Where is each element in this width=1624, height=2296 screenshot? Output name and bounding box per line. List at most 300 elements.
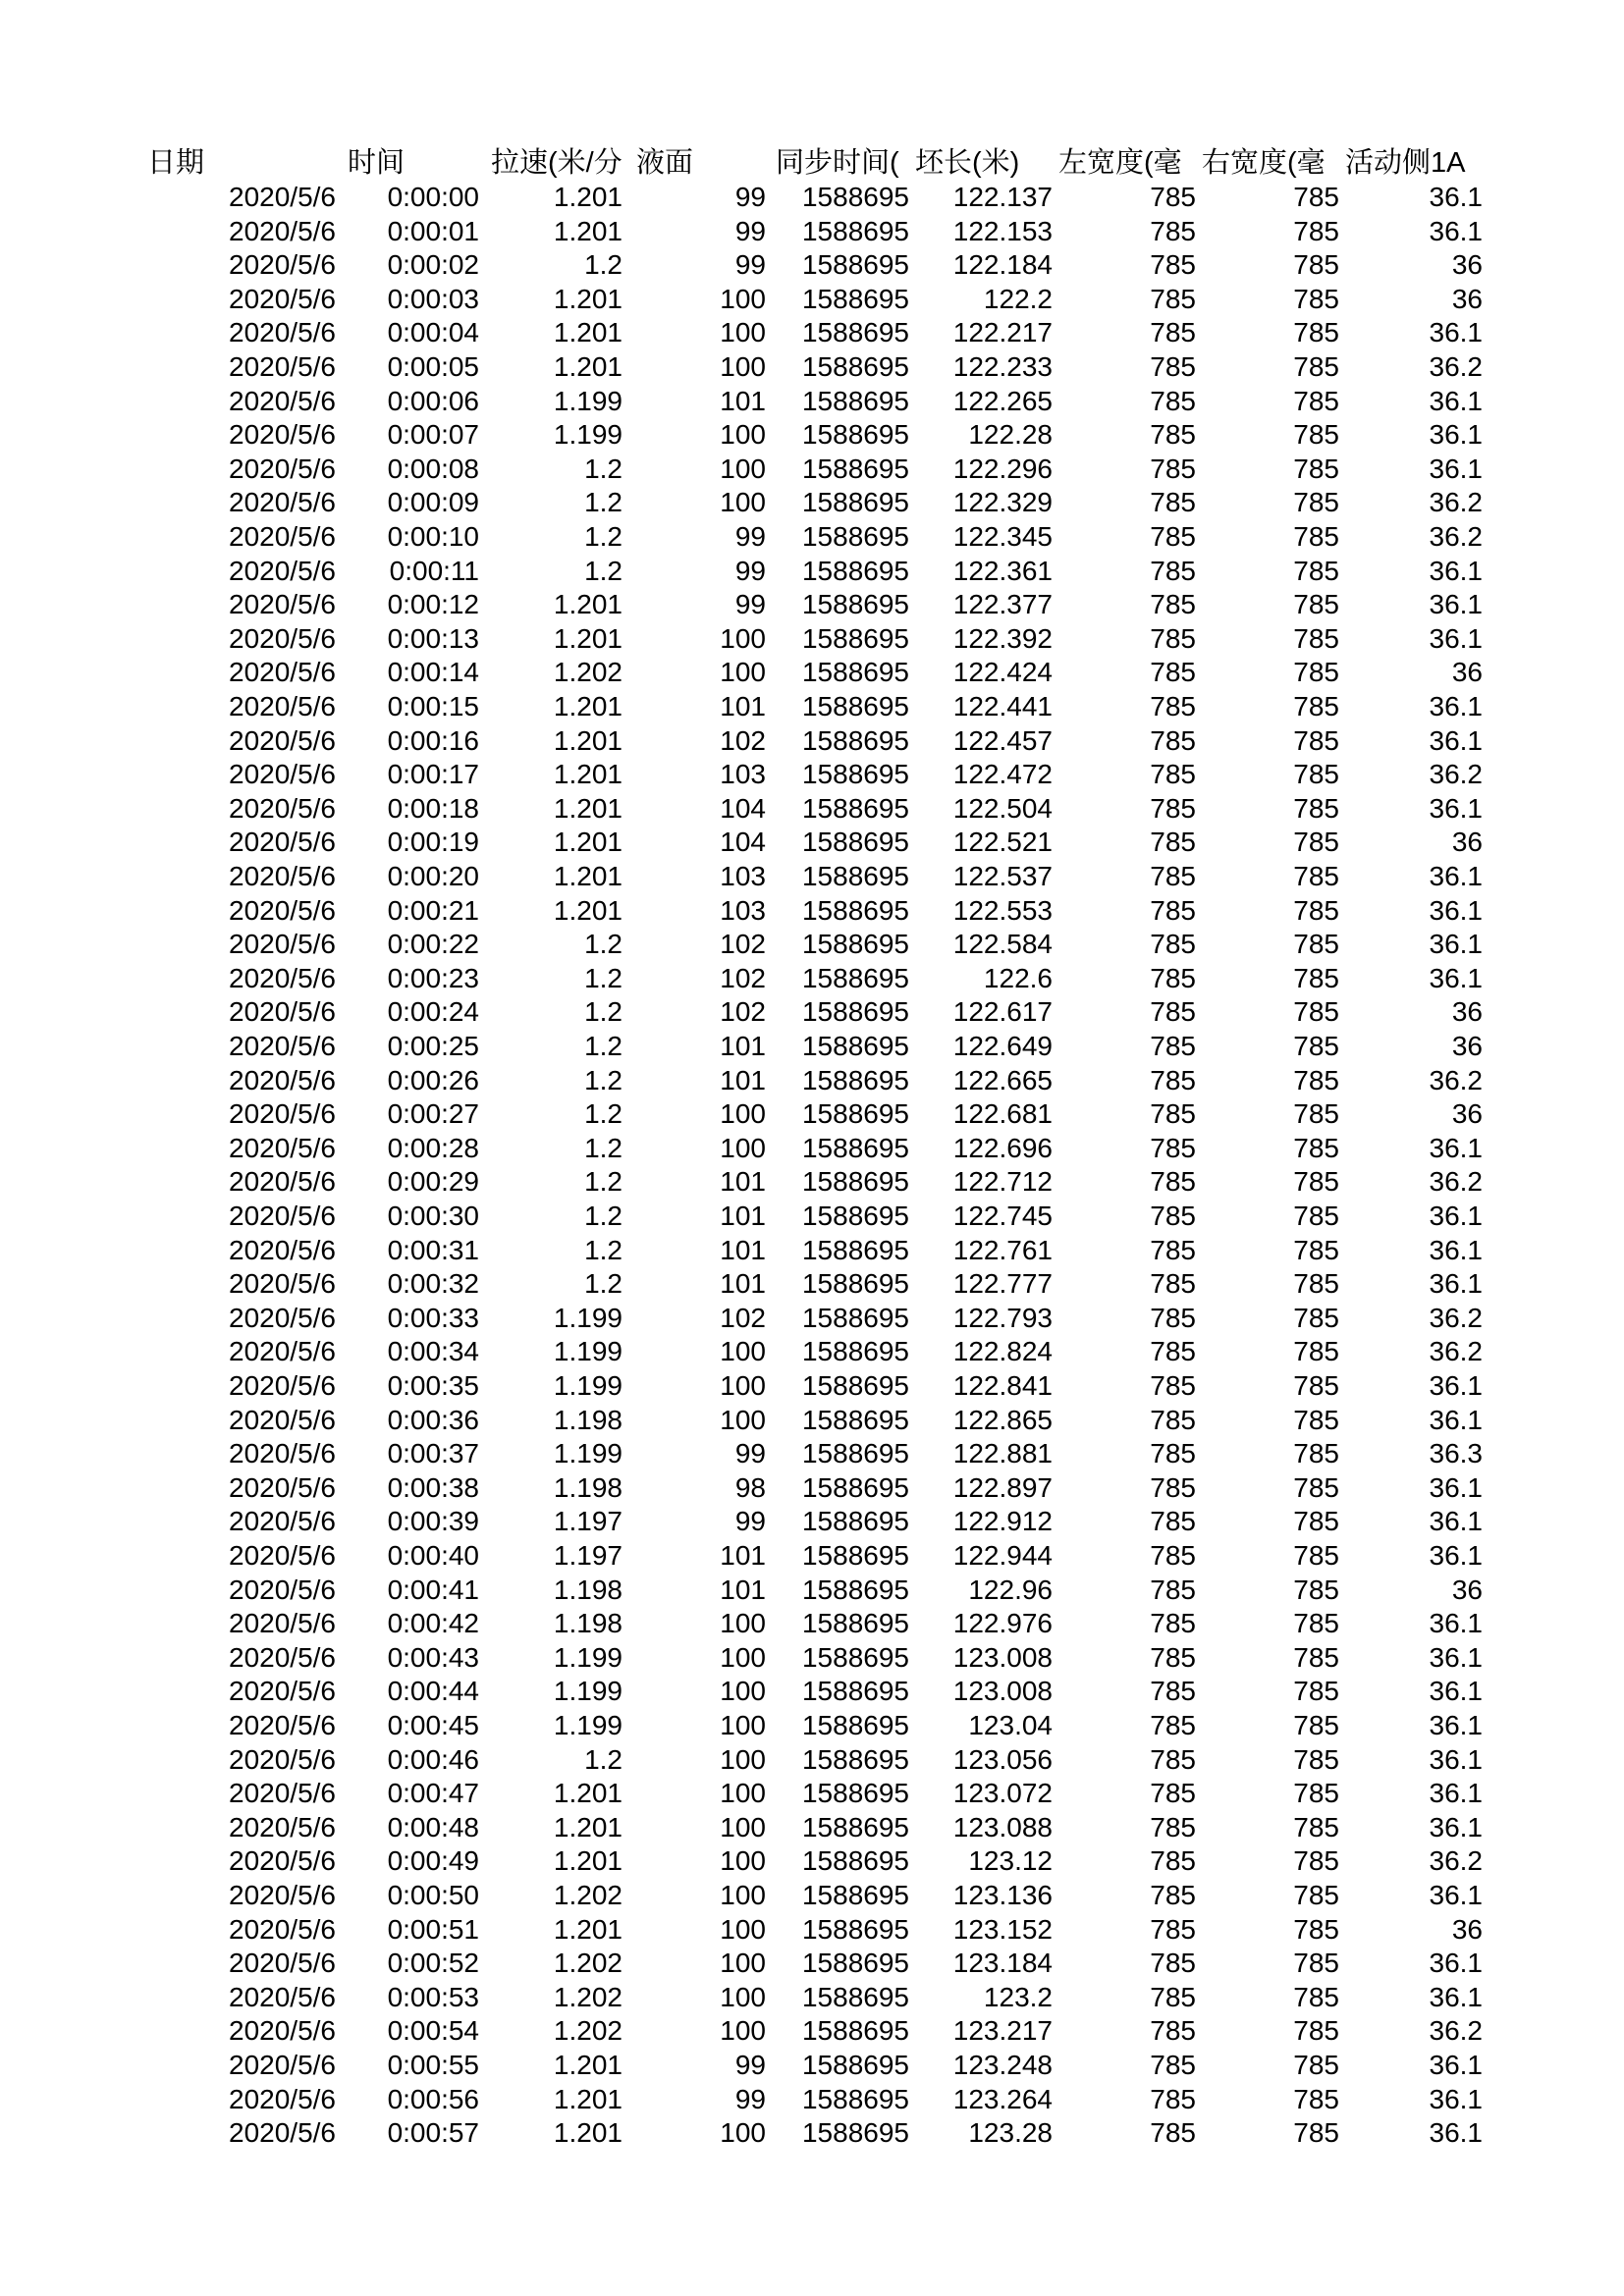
cell-time: 0:00:00 — [387, 182, 479, 212]
table-row — [0, 1200, 1624, 1233]
cell-moving-side-1a: 36.1 — [1429, 1472, 1483, 1503]
cell-sync-time: 1588695 — [801, 351, 909, 382]
cell-time: 0:00:27 — [387, 1098, 479, 1129]
cell-liquid-level: 102 — [720, 725, 766, 756]
cell-time: 0:00:44 — [387, 1676, 479, 1706]
cell-casting-speed: 1.2 — [584, 1133, 623, 1163]
cell-casting-speed: 1.201 — [553, 1845, 623, 1876]
cell-right-width: 785 — [1293, 725, 1339, 756]
cell-slab-length: 122.584 — [952, 929, 1053, 959]
cell-casting-speed: 1.201 — [553, 182, 623, 212]
cell-right-width: 785 — [1293, 1098, 1339, 1129]
cell-date: 2020/5/6 — [229, 895, 336, 926]
cell-slab-length: 123.264 — [952, 2084, 1053, 2114]
cell-time: 0:00:12 — [387, 589, 479, 619]
cell-moving-side-1a: 36.1 — [1429, 691, 1483, 721]
cell-moving-side-1a: 36.1 — [1429, 861, 1483, 891]
cell-time: 0:00:19 — [387, 827, 479, 857]
cell-left-width: 785 — [1150, 216, 1196, 246]
cell-time: 0:00:47 — [387, 1778, 479, 1808]
table-row — [0, 1132, 1624, 1165]
cell-date: 2020/5/6 — [229, 1065, 336, 1095]
cell-slab-length: 122.944 — [952, 1540, 1053, 1571]
cell-moving-side-1a: 36 — [1451, 1031, 1483, 1061]
cell-casting-speed: 1.201 — [553, 861, 623, 891]
header-liquid-level: 液面 — [636, 147, 694, 179]
cell-moving-side-1a: 36.2 — [1429, 759, 1483, 789]
cell-sync-time: 1588695 — [801, 521, 909, 552]
cell-moving-side-1a: 36.1 — [1429, 1201, 1483, 1231]
cell-sync-time: 1588695 — [801, 1948, 909, 1978]
cell-casting-speed: 1.202 — [553, 2015, 623, 2046]
cell-left-width: 785 — [1150, 454, 1196, 484]
cell-sync-time: 1588695 — [801, 691, 909, 721]
cell-slab-length: 123.04 — [968, 1710, 1053, 1740]
cell-slab-length: 123.136 — [952, 1880, 1053, 1910]
cell-date: 2020/5/6 — [229, 1710, 336, 1740]
cell-casting-speed: 1.199 — [553, 386, 623, 416]
cell-slab-length: 122.881 — [952, 1438, 1053, 1468]
header-casting-speed: 拉速(米/分 — [491, 147, 623, 179]
cell-left-width: 785 — [1150, 1608, 1196, 1638]
cell-casting-speed: 1.201 — [553, 1914, 623, 1945]
cell-date: 2020/5/6 — [229, 1880, 336, 1910]
cell-moving-side-1a: 36.1 — [1429, 1710, 1483, 1740]
table-row — [0, 1437, 1624, 1470]
cell-sync-time: 1588695 — [801, 1744, 909, 1775]
cell-time: 0:00:05 — [387, 351, 479, 382]
cell-casting-speed: 1.198 — [553, 1405, 623, 1435]
cell-sync-time: 1588695 — [801, 793, 909, 824]
cell-moving-side-1a: 36.1 — [1429, 216, 1483, 246]
cell-casting-speed: 1.2 — [584, 249, 623, 280]
cell-left-width: 785 — [1150, 623, 1196, 654]
cell-slab-length: 123.28 — [968, 2117, 1053, 2148]
cell-date: 2020/5/6 — [229, 1812, 336, 1842]
cell-moving-side-1a: 36.1 — [1429, 1744, 1483, 1775]
cell-casting-speed: 1.201 — [553, 589, 623, 619]
cell-date: 2020/5/6 — [229, 1303, 336, 1333]
table-row — [0, 1097, 1624, 1131]
cell-moving-side-1a: 36.2 — [1429, 351, 1483, 382]
cell-right-width: 785 — [1293, 182, 1339, 212]
cell-right-width: 785 — [1293, 623, 1339, 654]
cell-liquid-level: 101 — [720, 1065, 766, 1095]
cell-casting-speed: 1.197 — [553, 1506, 623, 1536]
cell-time: 0:00:52 — [387, 1948, 479, 1978]
cell-slab-length: 122.329 — [952, 487, 1053, 517]
cell-time: 0:00:40 — [387, 1540, 479, 1571]
cell-right-width: 785 — [1293, 1235, 1339, 1265]
cell-moving-side-1a: 36.2 — [1429, 2015, 1483, 2046]
cell-liquid-level: 101 — [720, 386, 766, 416]
cell-time: 0:00:42 — [387, 1608, 479, 1638]
cell-date: 2020/5/6 — [229, 2015, 336, 2046]
cell-liquid-level: 99 — [734, 1438, 766, 1468]
cell-date: 2020/5/6 — [229, 351, 336, 382]
cell-sync-time: 1588695 — [801, 759, 909, 789]
table-row — [0, 385, 1624, 418]
cell-casting-speed: 1.198 — [553, 1575, 623, 1605]
cell-right-width: 785 — [1293, 1133, 1339, 1163]
cell-date: 2020/5/6 — [229, 929, 336, 959]
cell-sync-time: 1588695 — [801, 1506, 909, 1536]
cell-slab-length: 122.6 — [983, 963, 1053, 993]
cell-sync-time: 1588695 — [801, 1710, 909, 1740]
cell-liquid-level: 100 — [720, 1778, 766, 1808]
cell-right-width: 785 — [1293, 556, 1339, 586]
cell-time: 0:00:38 — [387, 1472, 479, 1503]
cell-left-width: 785 — [1150, 1166, 1196, 1197]
cell-time: 0:00:14 — [387, 657, 479, 687]
table-row — [0, 1165, 1624, 1199]
cell-left-width: 785 — [1150, 1540, 1196, 1571]
table-row — [0, 1404, 1624, 1437]
cell-slab-length: 123.217 — [952, 2015, 1053, 2046]
cell-casting-speed: 1.2 — [584, 521, 623, 552]
cell-sync-time: 1588695 — [801, 963, 909, 993]
cell-sync-time: 1588695 — [801, 996, 909, 1027]
table-row — [0, 724, 1624, 758]
cell-slab-length: 122.137 — [952, 182, 1053, 212]
cell-time: 0:00:08 — [387, 454, 479, 484]
cell-date: 2020/5/6 — [229, 419, 336, 450]
cell-moving-side-1a: 36 — [1451, 1575, 1483, 1605]
cell-moving-side-1a: 36.1 — [1429, 1880, 1483, 1910]
cell-liquid-level: 101 — [720, 1575, 766, 1605]
cell-left-width: 785 — [1150, 1812, 1196, 1842]
cell-slab-length: 122.537 — [952, 861, 1053, 891]
cell-date: 2020/5/6 — [229, 1982, 336, 2012]
cell-left-width: 785 — [1150, 657, 1196, 687]
cell-sync-time: 1588695 — [801, 589, 909, 619]
cell-slab-length: 123.2 — [983, 1982, 1053, 2012]
table-row — [0, 1267, 1624, 1301]
cell-casting-speed: 1.2 — [584, 929, 623, 959]
cell-sync-time: 1588695 — [801, 1031, 909, 1061]
cell-moving-side-1a: 36.2 — [1429, 1845, 1483, 1876]
cell-sync-time: 1588695 — [801, 827, 909, 857]
cell-moving-side-1a: 36.1 — [1429, 623, 1483, 654]
cell-date: 2020/5/6 — [229, 1031, 336, 1061]
cell-liquid-level: 99 — [734, 1506, 766, 1536]
cell-left-width: 785 — [1150, 317, 1196, 347]
cell-liquid-level: 100 — [720, 1608, 766, 1638]
table-row — [0, 1947, 1624, 1980]
cell-time: 0:00:11 — [389, 556, 479, 586]
cell-moving-side-1a: 36.1 — [1429, 1642, 1483, 1673]
cell-left-width: 785 — [1150, 284, 1196, 314]
cell-date: 2020/5/6 — [229, 386, 336, 416]
cell-moving-side-1a: 36.3 — [1429, 1438, 1483, 1468]
cell-left-width: 785 — [1150, 759, 1196, 789]
cell-date: 2020/5/6 — [229, 1914, 336, 1945]
cell-right-width: 785 — [1293, 861, 1339, 891]
cell-moving-side-1a: 36.1 — [1429, 419, 1483, 450]
cell-right-width: 785 — [1293, 1540, 1339, 1571]
cell-time: 0:00:16 — [387, 725, 479, 756]
cell-right-width: 785 — [1293, 1982, 1339, 2012]
table-row — [0, 622, 1624, 656]
cell-casting-speed: 1.201 — [553, 827, 623, 857]
cell-sync-time: 1588695 — [801, 2050, 909, 2080]
cell-casting-speed: 1.202 — [553, 1948, 623, 1978]
cell-liquid-level: 100 — [720, 487, 766, 517]
cell-right-width: 785 — [1293, 1948, 1339, 1978]
cell-right-width: 785 — [1293, 963, 1339, 993]
cell-right-width: 785 — [1293, 929, 1339, 959]
cell-left-width: 785 — [1150, 1031, 1196, 1061]
cell-right-width: 785 — [1293, 1778, 1339, 1808]
cell-left-width: 785 — [1150, 1303, 1196, 1333]
cell-slab-length: 122.897 — [952, 1472, 1053, 1503]
cell-casting-speed: 1.201 — [553, 2117, 623, 2148]
table-row — [0, 2049, 1624, 2082]
table-row — [0, 1030, 1624, 1063]
cell-right-width: 785 — [1293, 1201, 1339, 1231]
table-row — [0, 1844, 1624, 1878]
cell-date: 2020/5/6 — [229, 623, 336, 654]
cell-moving-side-1a: 36.1 — [1429, 1370, 1483, 1401]
table-row — [0, 1777, 1624, 1810]
cell-date: 2020/5/6 — [229, 2050, 336, 2080]
cell-left-width: 785 — [1150, 1133, 1196, 1163]
cell-casting-speed: 1.2 — [584, 1235, 623, 1265]
cell-left-width: 785 — [1150, 1506, 1196, 1536]
cell-left-width: 785 — [1150, 691, 1196, 721]
cell-casting-speed: 1.2 — [584, 996, 623, 1027]
cell-sync-time: 1588695 — [801, 1914, 909, 1945]
cell-date: 2020/5/6 — [229, 827, 336, 857]
cell-right-width: 785 — [1293, 1472, 1339, 1503]
cell-date: 2020/5/6 — [229, 1540, 336, 1571]
cell-left-width: 785 — [1150, 929, 1196, 959]
cell-left-width: 785 — [1150, 419, 1196, 450]
cell-liquid-level: 101 — [720, 1201, 766, 1231]
cell-time: 0:00:39 — [387, 1506, 479, 1536]
cell-left-width: 785 — [1150, 1642, 1196, 1673]
table-row — [0, 555, 1624, 588]
cell-slab-length: 122.153 — [952, 216, 1053, 246]
cell-slab-length: 122.472 — [952, 759, 1053, 789]
cell-liquid-level: 100 — [720, 2015, 766, 2046]
cell-right-width: 785 — [1293, 1065, 1339, 1095]
cell-right-width: 785 — [1293, 691, 1339, 721]
cell-sync-time: 1588695 — [801, 657, 909, 687]
cell-liquid-level: 100 — [720, 1676, 766, 1706]
cell-date: 2020/5/6 — [229, 182, 336, 212]
cell-right-width: 785 — [1293, 386, 1339, 416]
cell-date: 2020/5/6 — [229, 556, 336, 586]
table-row — [0, 1369, 1624, 1403]
cell-sync-time: 1588695 — [801, 2015, 909, 2046]
cell-slab-length: 122.793 — [952, 1303, 1053, 1333]
table-row — [0, 418, 1624, 452]
cell-time: 0:00:31 — [387, 1235, 479, 1265]
cell-slab-length: 122.296 — [952, 454, 1053, 484]
cell-casting-speed: 1.202 — [553, 1982, 623, 2012]
cell-time: 0:00:10 — [387, 521, 479, 552]
cell-left-width: 785 — [1150, 793, 1196, 824]
cell-time: 0:00:32 — [387, 1268, 479, 1299]
cell-casting-speed: 1.201 — [553, 691, 623, 721]
header-right-width: 右宽度(毫 — [1202, 147, 1326, 179]
cell-moving-side-1a: 36 — [1451, 1098, 1483, 1129]
cell-date: 2020/5/6 — [229, 1744, 336, 1775]
cell-liquid-level: 100 — [720, 1642, 766, 1673]
cell-moving-side-1a: 36.1 — [1429, 1405, 1483, 1435]
table-row — [0, 860, 1624, 893]
cell-date: 2020/5/6 — [229, 2084, 336, 2114]
table-row — [0, 215, 1624, 248]
cell-right-width: 785 — [1293, 487, 1339, 517]
cell-right-width: 785 — [1293, 521, 1339, 552]
cell-left-width: 785 — [1150, 1098, 1196, 1129]
cell-time: 0:00:56 — [387, 2084, 479, 2114]
header-row — [0, 146, 1624, 180]
cell-date: 2020/5/6 — [229, 284, 336, 314]
cell-casting-speed: 1.2 — [584, 963, 623, 993]
cell-moving-side-1a: 36.1 — [1429, 2050, 1483, 2080]
table-row — [0, 1064, 1624, 1097]
cell-right-width: 785 — [1293, 419, 1339, 450]
table-row — [0, 995, 1624, 1029]
cell-sync-time: 1588695 — [801, 1676, 909, 1706]
cell-slab-length: 123.056 — [952, 1744, 1053, 1775]
cell-right-width: 785 — [1293, 996, 1339, 1027]
cell-casting-speed: 1.201 — [553, 284, 623, 314]
cell-time: 0:00:20 — [387, 861, 479, 891]
cell-time: 0:00:55 — [387, 2050, 479, 2080]
cell-left-width: 785 — [1150, 2015, 1196, 2046]
cell-moving-side-1a: 36.1 — [1429, 963, 1483, 993]
cell-sync-time: 1588695 — [801, 556, 909, 586]
cell-right-width: 785 — [1293, 895, 1339, 926]
cell-liquid-level: 101 — [720, 1166, 766, 1197]
cell-date: 2020/5/6 — [229, 1506, 336, 1536]
cell-sync-time: 1588695 — [801, 182, 909, 212]
cell-slab-length: 123.248 — [952, 2050, 1053, 2080]
cell-right-width: 785 — [1293, 1303, 1339, 1333]
cell-casting-speed: 1.199 — [553, 1370, 623, 1401]
cell-sync-time: 1588695 — [801, 1642, 909, 1673]
cell-date: 2020/5/6 — [229, 216, 336, 246]
table-row — [0, 1607, 1624, 1640]
cell-sync-time: 1588695 — [801, 895, 909, 926]
cell-right-width: 785 — [1293, 2050, 1339, 2080]
cell-time: 0:00:26 — [387, 1065, 479, 1095]
cell-time: 0:00:37 — [387, 1438, 479, 1468]
cell-left-width: 785 — [1150, 996, 1196, 1027]
cell-right-width: 785 — [1293, 827, 1339, 857]
cell-casting-speed: 1.199 — [553, 1676, 623, 1706]
table-row — [0, 283, 1624, 316]
cell-moving-side-1a: 36.1 — [1429, 1676, 1483, 1706]
table-row — [0, 792, 1624, 826]
cell-moving-side-1a: 36.1 — [1429, 386, 1483, 416]
cell-moving-side-1a: 36.1 — [1429, 454, 1483, 484]
cell-moving-side-1a: 36 — [1451, 249, 1483, 280]
cell-moving-side-1a: 36.1 — [1429, 2117, 1483, 2148]
cell-left-width: 785 — [1150, 487, 1196, 517]
cell-casting-speed: 1.198 — [553, 1608, 623, 1638]
cell-date: 2020/5/6 — [229, 1268, 336, 1299]
cell-left-width: 785 — [1150, 589, 1196, 619]
cell-moving-side-1a: 36 — [1451, 996, 1483, 1027]
cell-moving-side-1a: 36.1 — [1429, 2084, 1483, 2114]
cell-time: 0:00:28 — [387, 1133, 479, 1163]
cell-moving-side-1a: 36.1 — [1429, 1235, 1483, 1265]
cell-date: 2020/5/6 — [229, 1608, 336, 1638]
cell-liquid-level: 100 — [720, 1880, 766, 1910]
cell-left-width: 785 — [1150, 1575, 1196, 1605]
cell-casting-speed: 1.202 — [553, 1880, 623, 1910]
table-row — [0, 248, 1624, 282]
cell-right-width: 785 — [1293, 2084, 1339, 2114]
cell-slab-length: 122.424 — [952, 657, 1053, 687]
cell-slab-length: 122.824 — [952, 1336, 1053, 1366]
cell-sync-time: 1588695 — [801, 1065, 909, 1095]
cell-slab-length: 122.665 — [952, 1065, 1053, 1095]
cell-slab-length: 122.553 — [952, 895, 1053, 926]
table-row — [0, 894, 1624, 928]
cell-casting-speed: 1.201 — [553, 2050, 623, 2080]
table-row — [0, 588, 1624, 621]
cell-moving-side-1a: 36.2 — [1429, 1065, 1483, 1095]
cell-casting-speed: 1.2 — [584, 454, 623, 484]
cell-liquid-level: 103 — [720, 861, 766, 891]
cell-sync-time: 1588695 — [801, 1438, 909, 1468]
cell-casting-speed: 1.199 — [553, 1642, 623, 1673]
cell-date: 2020/5/6 — [229, 1133, 336, 1163]
cell-moving-side-1a: 36.2 — [1429, 1303, 1483, 1333]
cell-sync-time: 1588695 — [801, 1880, 909, 1910]
cell-moving-side-1a: 36.1 — [1429, 317, 1483, 347]
cell-sync-time: 1588695 — [801, 1575, 909, 1605]
cell-casting-speed: 1.2 — [584, 556, 623, 586]
cell-right-width: 785 — [1293, 284, 1339, 314]
cell-time: 0:00:21 — [387, 895, 479, 926]
cell-liquid-level: 99 — [734, 521, 766, 552]
table-row — [0, 1675, 1624, 1708]
cell-date: 2020/5/6 — [229, 691, 336, 721]
cell-casting-speed: 1.199 — [553, 1710, 623, 1740]
cell-left-width: 785 — [1150, 1268, 1196, 1299]
cell-moving-side-1a: 36.1 — [1429, 1540, 1483, 1571]
cell-slab-length: 122.361 — [952, 556, 1053, 586]
cell-slab-length: 122.2 — [983, 284, 1053, 314]
cell-time: 0:00:29 — [387, 1166, 479, 1197]
cell-time: 0:00:35 — [387, 1370, 479, 1401]
cell-sync-time: 1588695 — [801, 284, 909, 314]
table-row — [0, 1709, 1624, 1742]
cell-casting-speed: 1.2 — [584, 487, 623, 517]
cell-casting-speed: 1.201 — [553, 759, 623, 789]
cell-time: 0:00:54 — [387, 2015, 479, 2046]
cell-left-width: 785 — [1150, 1880, 1196, 1910]
cell-date: 2020/5/6 — [229, 454, 336, 484]
cell-left-width: 785 — [1150, 1370, 1196, 1401]
cell-slab-length: 122.976 — [952, 1608, 1053, 1638]
header-slab-length: 坯长(米) — [915, 147, 1020, 179]
cell-left-width: 785 — [1150, 2050, 1196, 2080]
cell-date: 2020/5/6 — [229, 1948, 336, 1978]
table-row — [0, 690, 1624, 723]
cell-left-width: 785 — [1150, 1235, 1196, 1265]
cell-right-width: 785 — [1293, 657, 1339, 687]
cell-time: 0:00:51 — [387, 1914, 479, 1945]
cell-casting-speed: 1.2 — [584, 1166, 623, 1197]
